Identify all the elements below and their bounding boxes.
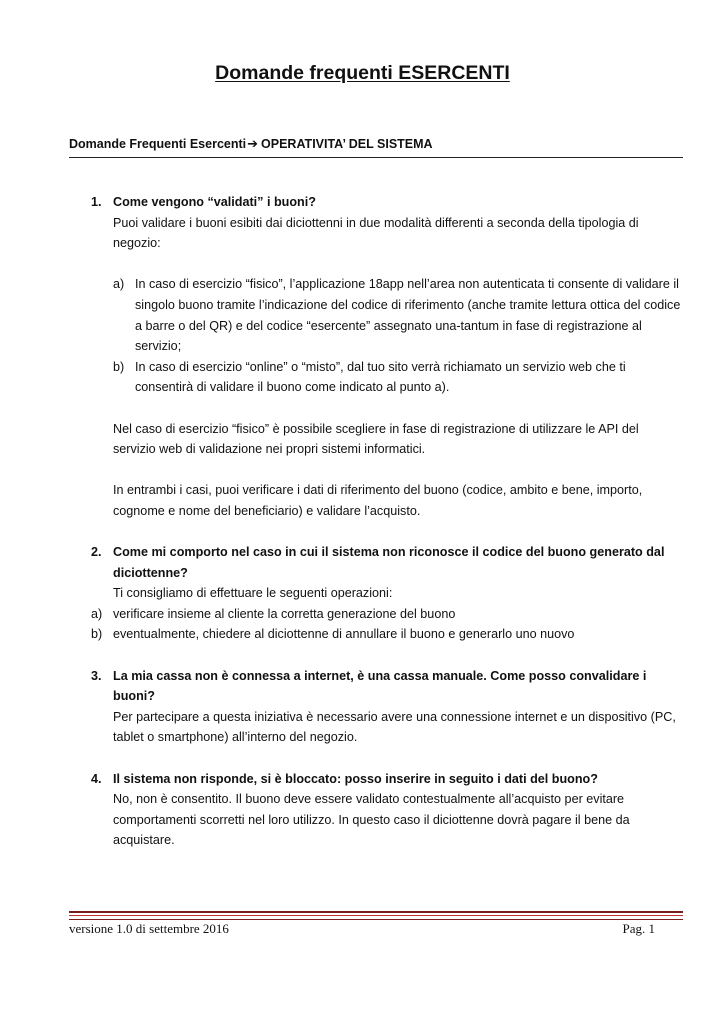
- question-answer: Per partecipare a questa iniziativa è necessario avere una connessione internet e un dispositivo (PC, tablet o smartphone) all’interno del negozio.: [113, 709, 676, 745]
- list-item-text: In caso di esercizio “fisico”, l’applicazione 18app nell’area non autenticata ti consente di validare il singolo buono tramite l’indicazione del codice di riferimento (anche tramite lettura ottica del codice a barre o del QR) e del codice “esercente” assegnato una-tantum in fase di registrazione al servizio;: [135, 277, 681, 354]
- question-number: 4.: [91, 771, 102, 786]
- page-footer: [69, 921, 683, 937]
- list-item: [69, 604, 683, 625]
- section-heading-topic: OPERATIVITA’ DEL SISTEMA: [261, 137, 433, 151]
- faq-body: [69, 192, 683, 851]
- list-item-label: b): [91, 627, 103, 642]
- list-item-text: In caso di esercizio “online” o “misto”, dal tuo sito verrà richiamato un servizio web che ti consentirà di validare il buono come indicato al punto a).: [135, 359, 626, 395]
- question-number: 1.: [91, 195, 102, 209]
- question-answer: No, non è consentito. Il buono deve essere validato contestualmente all’acquisto per evitare comportamenti scorretti nel loro utilizzo. In questo caso il diciottenne dovrà pagare il bene da acquistare.: [113, 792, 630, 848]
- arrow-right-icon: ➔: [247, 136, 259, 151]
- footer-page-number: Pag. 1: [622, 921, 655, 936]
- list-item-label: a): [91, 606, 103, 621]
- question-number: 3.: [91, 668, 102, 683]
- list-item: [113, 274, 683, 356]
- section-heading-prefix: Domande Frequenti Esercenti: [69, 137, 247, 151]
- paragraph: Nel caso di esercizio “fisico” è possibile scegliere in fase di registrazione di utilizzare le API del servizio web di validazione nei propri sistemi informatici.: [113, 421, 639, 457]
- question-number: 2.: [91, 545, 102, 560]
- question-intro: Puoi validare i buoni esibiti dai diciottenni in due modalità differenti a seconda della tipologia di negozio:: [113, 215, 639, 251]
- question-title: Come vengono “validati” i buoni?: [113, 195, 316, 209]
- page-title: Domande frequenti ESERCENTI: [215, 62, 510, 84]
- list-item-text: verificare insieme al cliente la corretta generazione del buono: [113, 606, 456, 621]
- question-title: Il sistema non risponde, si è bloccato: posso inserire in seguito i dati del buono?: [113, 771, 598, 786]
- faq-question-2: [69, 542, 683, 604]
- footer-divider: [69, 911, 683, 920]
- faq-question-1: [69, 192, 683, 522]
- list-item: [69, 624, 683, 645]
- paragraph: In entrambi i casi, puoi verificare i dati di riferimento del buono (codice, ambito e bene, importo, cognome e nome del beneficiario) e validare l’acquisto.: [113, 483, 643, 518]
- question-title: Come mi comporto nel caso in cui il sistema non riconosce il codice del buono generato dal diciottenne?: [113, 545, 665, 580]
- footer-version: versione 1.0 di settembre 2016: [69, 921, 229, 936]
- section-heading: [69, 136, 683, 158]
- faq-question-4: [69, 769, 683, 851]
- list-item-label: a): [113, 277, 125, 292]
- list-item-label: b): [113, 359, 125, 374]
- list-item-text: eventualmente, chiedere al diciottenne di annullare il buono e generarlo uno nuovo: [113, 627, 575, 642]
- question-title: La mia cassa non è connessa a internet, è una cassa manuale. Come posso convalidare i buoni?: [113, 668, 647, 704]
- list-item: [113, 357, 683, 398]
- faq-question-3: [69, 666, 683, 748]
- question-intro: Ti consigliamo di effettuare le seguenti operazioni:: [113, 586, 393, 601]
